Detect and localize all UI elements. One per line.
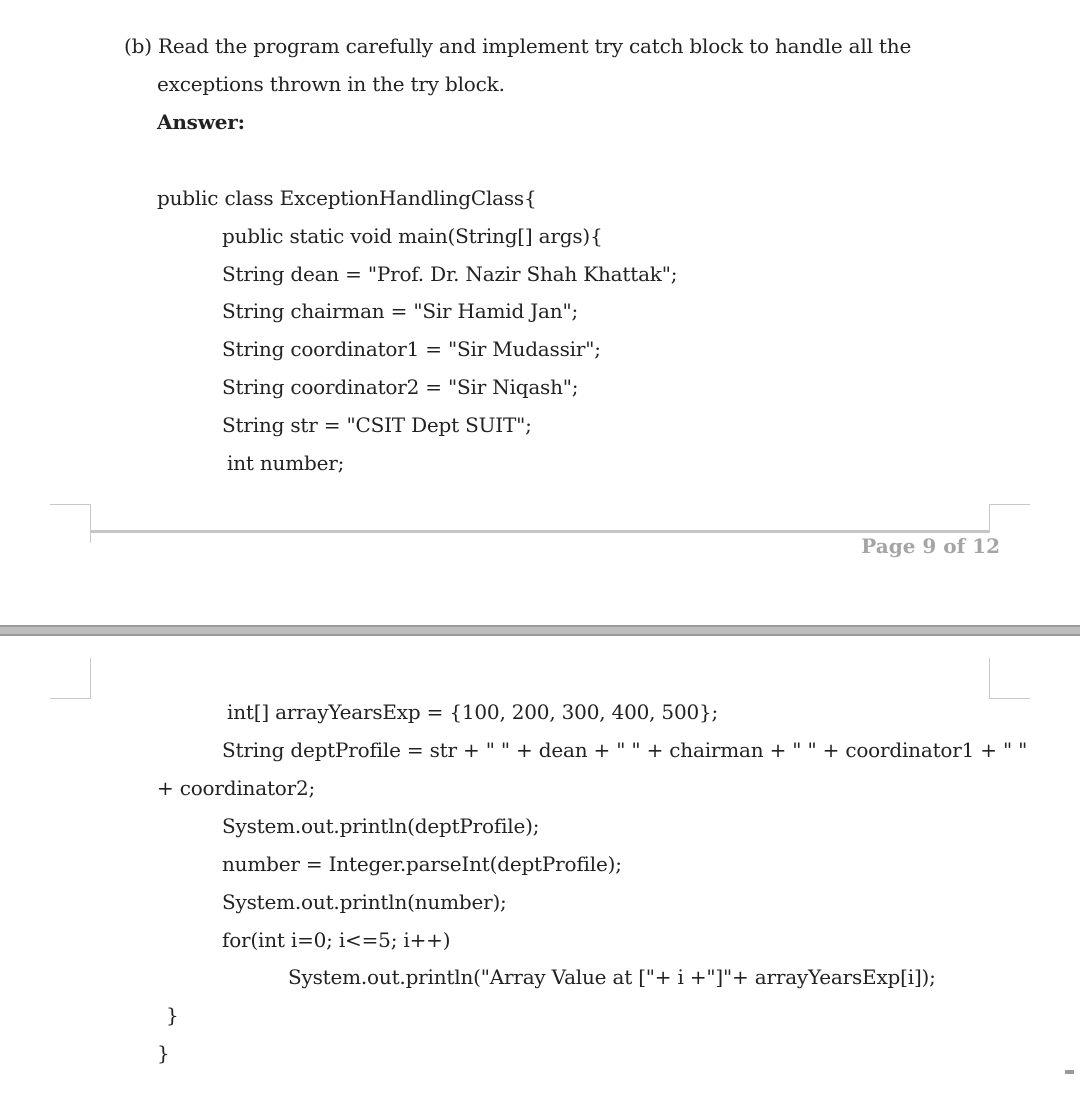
crop-mark-top-right <box>989 658 1030 699</box>
page-separator <box>0 625 1080 636</box>
code-line: int number; <box>227 451 345 475</box>
code-line: System.out.println(number); <box>222 890 507 914</box>
code-line: String dean = "Prof. Dr. Nazir Shah Khattak"; <box>222 262 678 286</box>
question-line-1: (b) Read the program carefully and implement try catch block to handle all the <box>124 34 912 58</box>
crop-mark-bottom-left <box>50 504 91 543</box>
code-line: public static void main(String[] args){ <box>222 224 603 248</box>
code-line: } <box>157 1041 170 1065</box>
page-number: Page 9 of 12 <box>861 534 1000 558</box>
footer-rule <box>90 530 990 533</box>
scroll-indicator[interactable] <box>1065 1070 1074 1074</box>
crop-mark-bottom-right <box>989 504 1030 533</box>
code-line: number = Integer.parseInt(deptProfile); <box>222 852 622 876</box>
code-line: int[] arrayYearsExp = {100, 200, 300, 400, 500}; <box>227 700 719 724</box>
code-line: String deptProfile = str + " " + dean + " " + chairman + " " + coordinator1 + " " <box>222 738 1028 762</box>
code-line: String chairman = "Sir Hamid Jan"; <box>222 299 579 323</box>
code-line: String str = "CSIT Dept SUIT"; <box>222 413 532 437</box>
question-line-2: exceptions thrown in the try block. <box>157 72 505 96</box>
code-line: System.out.println(deptProfile); <box>222 814 540 838</box>
code-line: for(int i=0; i<=5; i++) <box>222 928 451 952</box>
code-line: public class ExceptionHandlingClass{ <box>157 186 537 210</box>
code-line: } <box>166 1003 179 1027</box>
crop-mark-top-left <box>50 658 91 699</box>
code-line: + coordinator2; <box>157 776 316 800</box>
code-line: System.out.println("Array Value at ["+ i +"]"+ arrayYearsExp[i]); <box>288 965 936 989</box>
answer-label: Answer: <box>157 110 245 134</box>
document-page-10 <box>0 636 1080 1120</box>
code-line: String coordinator1 = "Sir Mudassir"; <box>222 337 601 361</box>
code-line: String coordinator2 = "Sir Niqash"; <box>222 375 579 399</box>
